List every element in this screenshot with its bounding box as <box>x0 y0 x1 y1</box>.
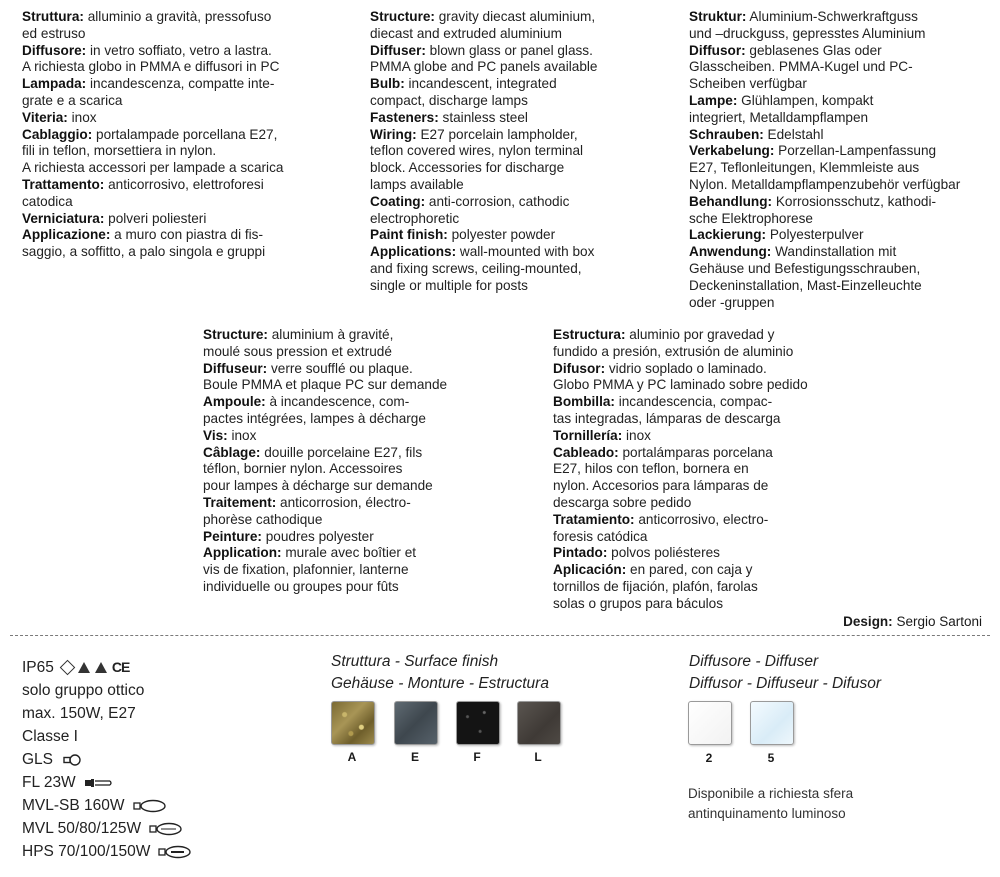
spec-label: Viteria: <box>22 109 68 125</box>
diffuser-note-line1: Disponibile a richiesta sfera <box>688 786 854 801</box>
spec-text: A richiesta accessori per lampade a scarica <box>22 160 284 176</box>
spec-text: PMMA globe and PC panels available <box>370 59 598 75</box>
spec-text: téflon, bornier nylon. Accessoires <box>203 461 403 477</box>
spec-label: Lampada: <box>22 76 87 92</box>
spec-label: Verniciatura: <box>22 210 105 226</box>
spec-text: stainless steel <box>438 109 528 125</box>
spec-label: Structure: <box>203 327 268 342</box>
spec-line <box>370 261 670 278</box>
flammable-surface-icon <box>95 662 107 673</box>
spec-label: Bombilla: <box>553 394 615 410</box>
spec-column-spanish <box>553 327 873 613</box>
spec-line <box>203 327 523 344</box>
spec-line <box>689 93 989 110</box>
spec-line <box>203 344 523 361</box>
lamp-label: GLS <box>22 751 54 768</box>
spec-line <box>689 127 989 144</box>
warning-triangle-icon <box>78 662 90 673</box>
spec-line <box>689 194 989 211</box>
spec-text: Scheiben verfügbar <box>689 76 807 92</box>
tech-line: solo gruppo ottico <box>22 682 145 699</box>
spec-line <box>22 177 322 194</box>
spec-line <box>370 59 670 76</box>
spec-label: Applicazione: <box>22 227 111 243</box>
spec-line <box>203 545 523 562</box>
spec-line <box>553 344 873 361</box>
spec-label: Aplicación: <box>553 562 627 578</box>
spec-line <box>553 545 873 562</box>
spec-line <box>22 110 322 127</box>
spec-text: portalámparas porcelana <box>618 444 773 460</box>
spec-label: Ampoule: <box>203 394 266 410</box>
finish-swatch-l[interactable] <box>517 701 561 745</box>
spec-text: moulé sous pression et extrudé <box>203 343 392 359</box>
spec-text: E27 porcelain lampholder, <box>416 126 578 142</box>
spec-label: Estructura: <box>553 327 626 342</box>
spec-text: douille porcelaine E27, fils <box>260 444 423 460</box>
spec-text: portalampade porcellana E27, <box>92 126 278 142</box>
spec-text: aluminio por gravedad y <box>625 327 775 342</box>
spec-label: Lampe: <box>689 92 738 108</box>
spec-text: Globo PMMA y PC laminado sobre pedido <box>553 377 808 393</box>
spec-line <box>203 445 523 462</box>
spec-text: nylon. Accesorios para lámparas de <box>553 478 769 494</box>
surface-finish-heading-line2: Gehäuse - Monture - Estructura <box>331 675 549 692</box>
spec-line <box>689 76 989 93</box>
spec-line <box>22 244 322 261</box>
spec-line <box>203 377 523 394</box>
spec-text: fundido a presión, extrusión de aluminio <box>553 343 794 359</box>
spec-label: Structure: <box>370 9 435 24</box>
spec-column-italian <box>22 9 322 261</box>
spec-line <box>22 9 322 26</box>
spec-line <box>370 227 670 244</box>
spec-line <box>22 26 322 43</box>
spec-text: vidrio soplado o laminado. <box>605 360 767 376</box>
diffuser-swatch-5[interactable] <box>750 701 794 745</box>
spec-line <box>22 127 322 144</box>
diffuser-note <box>688 784 853 824</box>
spec-line <box>203 562 523 579</box>
spec-label: Anwendung: <box>689 244 772 260</box>
spec-text: catodica <box>22 193 73 209</box>
tech-line: Classe I <box>22 728 78 745</box>
spec-text: saggio, a soffitto, a palo singola e gruppi <box>22 244 266 260</box>
spec-text: incandescencia, compac- <box>614 394 773 410</box>
spec-label: Tornillería: <box>553 427 623 443</box>
spec-text: Aluminium-Schwerkraftguss <box>746 9 918 24</box>
spec-line <box>203 529 523 546</box>
spec-label: Struttura: <box>22 9 84 24</box>
spec-line <box>203 478 523 495</box>
spec-line <box>370 194 670 211</box>
spec-text: lamps available <box>370 176 464 192</box>
spec-text: aluminium à gravité, <box>267 327 394 342</box>
spec-line <box>203 579 523 596</box>
spec-line <box>370 177 670 194</box>
lamp-label: MVL-SB 160W <box>22 797 125 814</box>
spec-line <box>553 411 873 428</box>
spec-line <box>553 445 873 462</box>
surface-finish-heading-line1: Struttura - Surface finish <box>331 653 499 670</box>
surface-finish-heading <box>331 651 549 695</box>
spec-text: und –druckguss, gepresstes Aluminium <box>689 25 926 41</box>
spec-line <box>203 495 523 512</box>
spec-line <box>689 244 989 261</box>
spec-text: fili in teflon, morsettiera in nylon. <box>22 143 217 159</box>
spec-text: block. Accessories for discharge <box>370 160 565 176</box>
spec-text: inox <box>622 427 651 443</box>
spec-label: Applications: <box>370 244 457 260</box>
spec-label: Diffuseur: <box>203 360 268 376</box>
spec-text: grate e a scarica <box>22 92 123 108</box>
spec-text: wall-mounted with box <box>456 244 595 260</box>
spec-label: Verkabelung: <box>689 143 775 159</box>
diffuser-heading-line2: Diffusor - Diffuseur - Difusor <box>689 675 882 692</box>
spec-line <box>553 596 873 613</box>
lamp-label: FL 23W <box>22 774 76 791</box>
hps-lamp-icon <box>158 845 192 859</box>
spec-text: tornillos de fijación, plafón, farolas <box>553 578 758 594</box>
spec-line <box>370 93 670 110</box>
diffuser-heading <box>689 651 881 695</box>
spec-label: Câblage: <box>203 444 261 460</box>
spec-text: Boule PMMA et plaque PC sur demande <box>203 377 448 393</box>
spec-text: Glühlampen, kompakt <box>737 92 874 108</box>
lamp-row-hps <box>22 840 192 863</box>
spec-text: Deckeninstallation, Mast-Einzelleuchte <box>689 277 922 293</box>
spec-line <box>689 160 989 177</box>
spec-text: oder -gruppen <box>689 294 775 310</box>
technical-data <box>22 656 192 863</box>
spec-line <box>22 227 322 244</box>
spec-line <box>203 512 523 529</box>
spec-line <box>553 562 873 579</box>
spec-text: sche Elektrophorese <box>689 210 813 226</box>
finish-code-l: L <box>534 750 542 764</box>
spec-line <box>370 244 670 261</box>
spec-label: Behandlung: <box>689 193 773 209</box>
spec-text: Edelstahl <box>763 126 824 142</box>
spec-text: Polyesterpulver <box>766 227 864 243</box>
spec-line <box>203 394 523 411</box>
spec-line <box>370 110 670 127</box>
spec-line <box>689 278 989 295</box>
spec-text: in vetro soffiato, vetro a lastra. <box>86 42 272 58</box>
spec-line <box>203 461 523 478</box>
spec-text: anticorrosion, électro- <box>276 494 411 510</box>
finish-code-a: A <box>347 750 357 764</box>
tech-line: max. 150W, E27 <box>22 705 136 722</box>
spec-line <box>22 160 322 177</box>
mvl-sb-lamp-icon <box>133 799 167 813</box>
designer-name: Sergio Sartoni <box>892 614 982 629</box>
diffuser-code-2: 2 <box>705 751 713 765</box>
spec-text: anticorrosivo, electro- <box>634 511 769 527</box>
spec-line <box>22 143 322 160</box>
spec-line <box>689 177 989 194</box>
spec-column-english <box>370 9 670 295</box>
finish-swatch-a[interactable] <box>331 701 375 745</box>
spec-line <box>689 143 989 160</box>
spec-line <box>689 43 989 60</box>
spec-line <box>553 495 873 512</box>
spec-label: Coating: <box>370 193 426 209</box>
spec-text: foresis catódica <box>553 528 648 544</box>
spec-text: en pared, con caja y <box>626 562 753 578</box>
diffuser-code-5: 5 <box>767 751 775 765</box>
spec-line <box>22 211 322 228</box>
lamp-label: MVL 50/80/125W <box>22 820 142 837</box>
spec-label: Trattamento: <box>22 176 105 192</box>
spec-line <box>22 93 322 110</box>
spec-text: inox <box>227 427 257 443</box>
spec-line <box>689 59 989 76</box>
spec-text: murale avec boîtier et <box>281 545 417 561</box>
spec-label: Diffusore: <box>22 42 87 58</box>
spec-text: tas integradas, lámparas de descarga <box>553 410 781 426</box>
spec-line <box>553 579 873 596</box>
spec-label: Vis: <box>203 427 228 443</box>
spec-text: alluminio a gravità, pressofuso <box>83 9 272 24</box>
spec-line <box>370 26 670 43</box>
spec-line <box>553 327 873 344</box>
spec-line <box>689 211 989 228</box>
spec-text: Glasscheiben. PMMA-Kugel und PC- <box>689 59 913 75</box>
double-insulation-icon <box>60 660 76 676</box>
spec-label: Application: <box>203 545 282 561</box>
spec-label: Peinture: <box>203 528 262 544</box>
spec-label: Bulb: <box>370 76 405 92</box>
spec-line <box>22 43 322 60</box>
spec-text: anticorrosivo, elettroforesi <box>104 176 264 192</box>
spec-label: Traitement: <box>203 494 277 510</box>
spec-text: anti-corrosion, cathodic <box>425 193 570 209</box>
finish-swatch-f[interactable] <box>456 701 500 745</box>
diffuser-swatch-2[interactable] <box>688 701 732 745</box>
spec-line <box>553 394 873 411</box>
spec-label: Fasteners: <box>370 109 439 125</box>
spec-text: gravity diecast aluminium, <box>434 9 596 24</box>
mvl-lamp-icon <box>149 822 183 836</box>
spec-line <box>203 428 523 445</box>
spec-text: compact, discharge lamps <box>370 92 528 108</box>
spec-text: inox <box>67 109 97 125</box>
spec-column-french <box>203 327 523 596</box>
spec-label: Wiring: <box>370 126 417 142</box>
diffuser-note-line2: antinquinamento luminoso <box>688 806 846 821</box>
spec-text: Wandinstallation mit <box>771 244 897 260</box>
spec-column-german <box>689 9 989 311</box>
spec-text: ed estruso <box>22 25 86 41</box>
spec-line <box>553 478 873 495</box>
spec-line <box>203 361 523 378</box>
spec-text: geblasenes Glas oder <box>745 42 882 58</box>
spec-text: descarga sobre pedido <box>553 494 692 510</box>
spec-text: diecast and extruded aluminium <box>370 25 562 41</box>
spec-line <box>553 461 873 478</box>
spec-text: pactes intégrées, lampes à décharge <box>203 410 426 426</box>
spec-line <box>370 127 670 144</box>
spec-line <box>553 428 873 445</box>
spec-text: blown glass or panel glass. <box>425 42 593 58</box>
finish-code-f: F <box>473 750 481 764</box>
spec-line <box>370 160 670 177</box>
section-divider <box>10 635 990 636</box>
spec-line <box>553 512 873 529</box>
spec-text: Gehäuse und Befestigungsschrauben, <box>689 260 921 276</box>
spec-line <box>370 76 670 93</box>
spec-label: Struktur: <box>689 9 747 24</box>
spec-text: integriert, Metalldampflampen <box>689 109 869 125</box>
diffuser-heading-line1: Diffusore - Diffuser <box>689 653 819 670</box>
spec-text: Porzellan-Lampenfassung <box>774 143 937 159</box>
spec-line <box>370 43 670 60</box>
spec-text: a muro con piastra di fis- <box>110 227 263 243</box>
spec-text: Nylon. Metalldampflampenzubehör verfügbar <box>689 176 961 192</box>
spec-line <box>22 194 322 211</box>
spec-label: Difusor: <box>553 360 606 376</box>
spec-text: polyester powder <box>447 227 556 243</box>
spec-line <box>370 143 670 160</box>
ip-rating: IP65 <box>22 659 54 676</box>
spec-text: poudres polyester <box>261 528 374 544</box>
spec-line <box>689 9 989 26</box>
spec-text: teflon covered wires, nylon terminal <box>370 143 584 159</box>
spec-text: verre soufflé ou plaque. <box>267 360 413 376</box>
spec-text: A richiesta globo in PMMA e diffusori in PC <box>22 59 280 75</box>
spec-label: Cableado: <box>553 444 619 460</box>
spec-line <box>203 411 523 428</box>
ce-mark-icon: CE <box>111 659 130 675</box>
spec-label: Paint finish: <box>370 227 448 243</box>
spec-line <box>553 361 873 378</box>
spec-text: Korrosionsschutz, kathodi- <box>772 193 937 209</box>
design-label: Design: <box>843 614 893 629</box>
lamp-row-gls <box>22 748 192 771</box>
finish-swatch-e[interactable] <box>394 701 438 745</box>
spec-label: Cablaggio: <box>22 126 93 142</box>
spec-line <box>689 26 989 43</box>
spec-text: incandescenza, compatte inte- <box>86 76 275 92</box>
spec-line <box>553 377 873 394</box>
spec-line <box>689 110 989 127</box>
spec-label: Diffuser: <box>370 42 426 58</box>
spec-line <box>689 295 989 312</box>
spec-text: polvos poliésteres <box>607 545 720 561</box>
spec-text: solas o grupos para báculos <box>553 595 724 611</box>
spec-text: electrophoretic <box>370 210 460 226</box>
spec-line <box>689 261 989 278</box>
spec-text: single or multiple for posts <box>370 277 528 293</box>
spec-label: Pintado: <box>553 545 608 561</box>
spec-text: incandescent, integrated <box>404 76 557 92</box>
gls-bulb-icon <box>61 754 83 766</box>
spec-label: Schrauben: <box>689 126 764 142</box>
spec-text: E27, Teflonleitungen, Klemmleiste aus <box>689 160 920 176</box>
ip-rating-row <box>22 656 192 679</box>
finish-code-e: E <box>410 750 419 764</box>
spec-text: à incandescence, com- <box>265 394 410 410</box>
lamp-row-mvl <box>22 817 192 840</box>
spec-text: pour lampes à décharge sur demande <box>203 478 433 494</box>
spec-line <box>370 278 670 295</box>
spec-text: polveri poliesteri <box>104 210 207 226</box>
certification-marks <box>62 656 129 679</box>
spec-text: and fixing screws, ceiling-mounted, <box>370 260 582 276</box>
fluorescent-lamp-icon <box>84 777 112 789</box>
spec-line <box>553 529 873 546</box>
lamp-label: HPS 70/100/150W <box>22 843 151 860</box>
spec-line <box>22 59 322 76</box>
spec-text: E27, hilos con teflon, bornera en <box>553 461 749 477</box>
spec-label: Lackierung: <box>689 227 767 243</box>
design-credit <box>843 614 982 629</box>
spec-label: Tratamiento: <box>553 511 635 527</box>
spec-line <box>689 227 989 244</box>
spec-line <box>370 211 670 228</box>
spec-text: vis de fixation, plafonnier, lanterne <box>203 562 409 578</box>
spec-text: phorèse cathodique <box>203 511 323 527</box>
spec-label: Diffusor: <box>689 42 746 58</box>
spec-text: individuelle ou groupes pour fûts <box>203 578 399 594</box>
lamp-row-mvl-sb <box>22 794 192 817</box>
spec-line <box>370 9 670 26</box>
lamp-row-fl <box>22 771 192 794</box>
spec-line <box>22 76 322 93</box>
